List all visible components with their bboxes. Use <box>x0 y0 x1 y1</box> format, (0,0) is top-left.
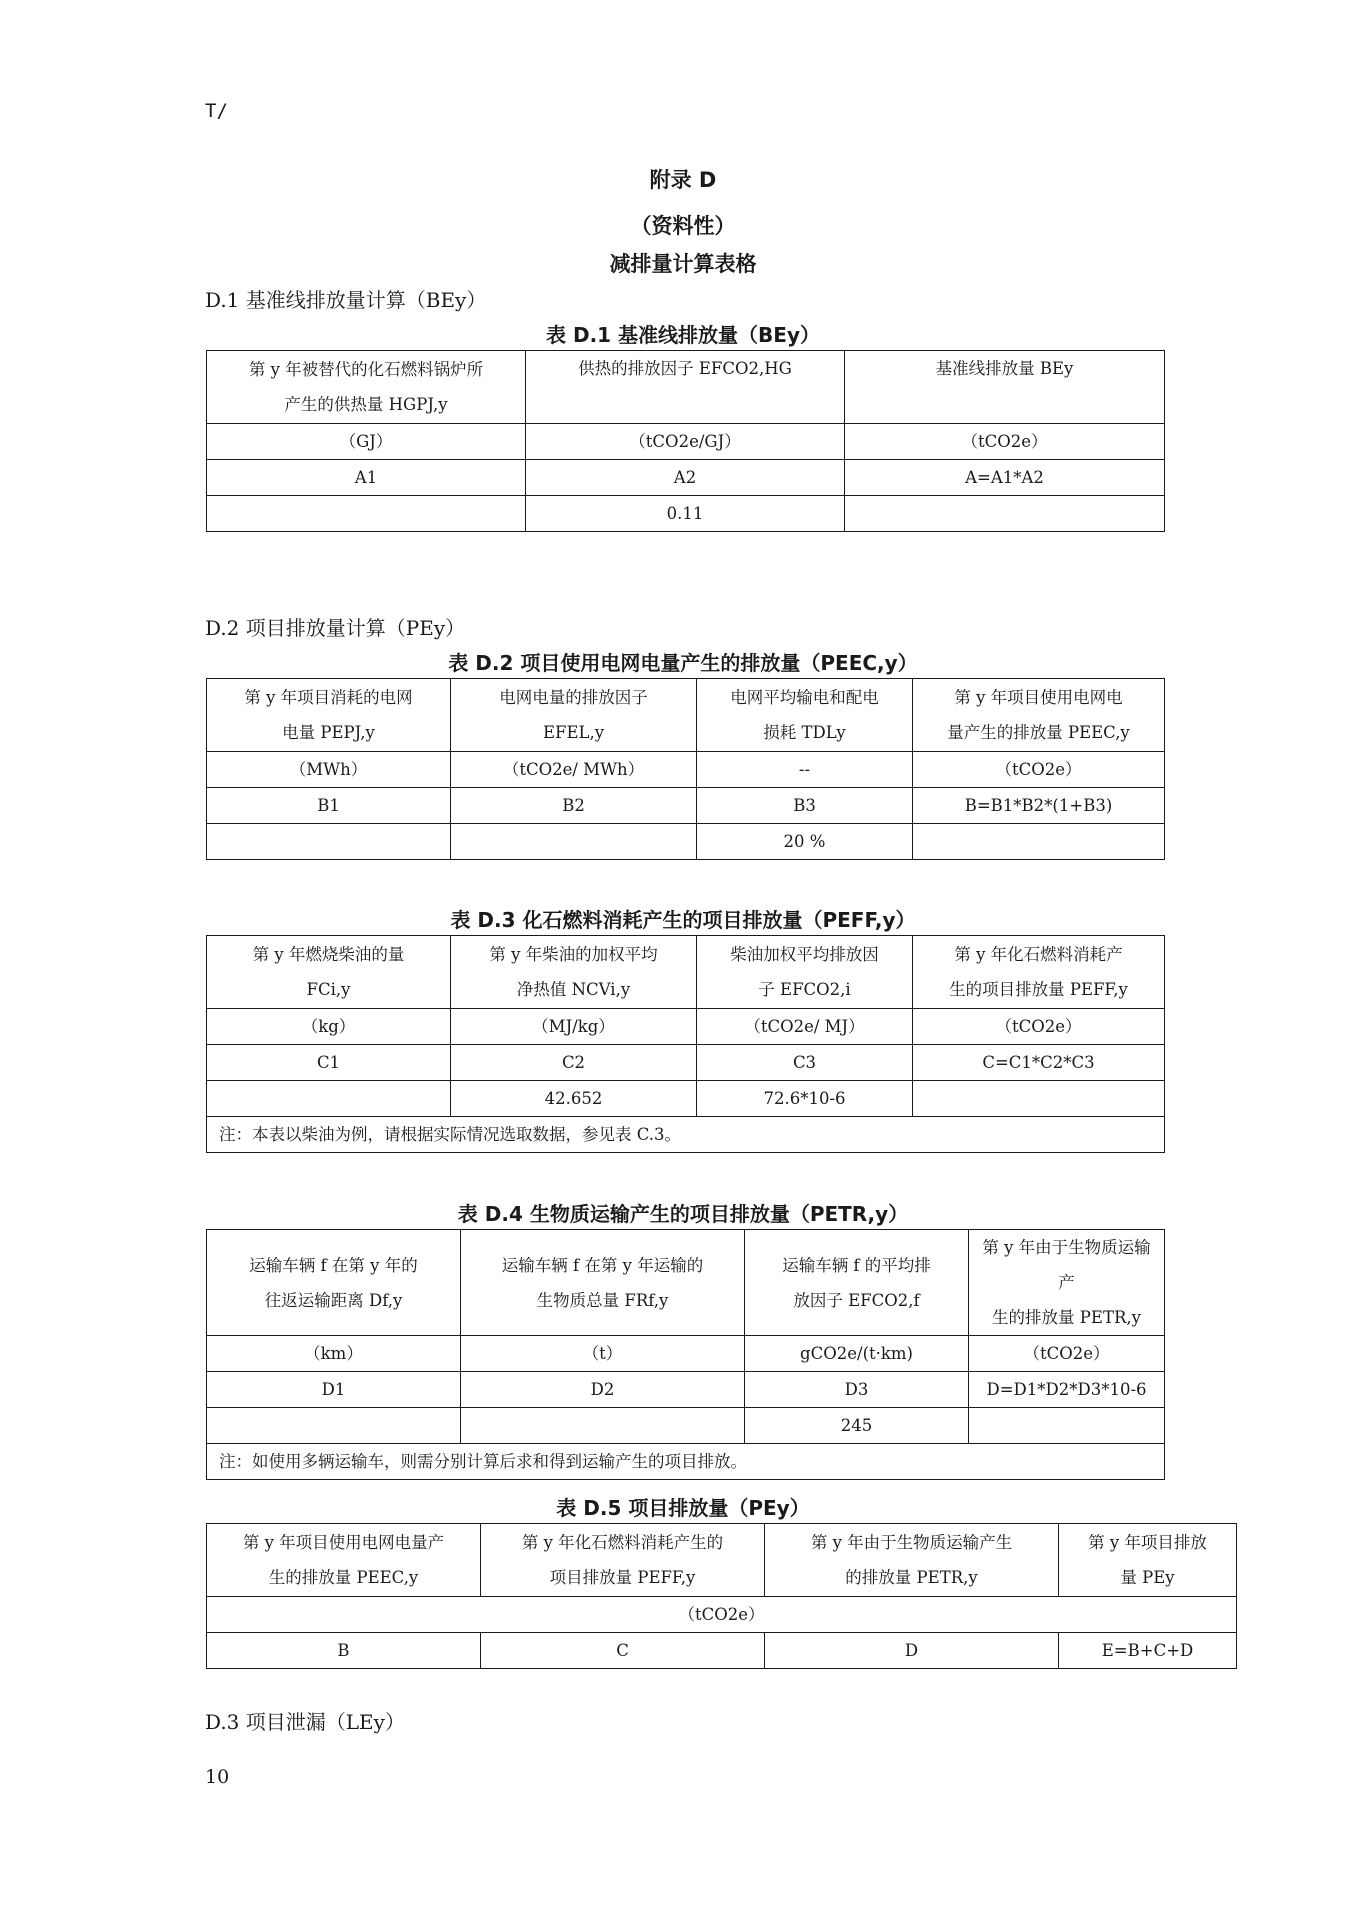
page-number: 10 <box>205 1766 230 1788</box>
table-row <box>207 1117 1165 1153</box>
table-row <box>207 496 1165 532</box>
table-cell <box>207 824 451 860</box>
table-cell <box>451 824 697 860</box>
table-d3-header-cell: 柴油加权平均排放因 子 EFCO2,i <box>697 936 913 1009</box>
table-d3-note: 注：本表以柴油为例，请根据实际情况选取数据，参见表 C.3。 <box>207 1117 1165 1153</box>
table-cell <box>845 496 1165 532</box>
table-cell <box>969 1408 1165 1444</box>
table-row <box>207 424 1165 460</box>
table-cell: 245 <box>745 1408 969 1444</box>
table-cell <box>913 1081 1165 1117</box>
table-cell <box>461 1408 745 1444</box>
table-cell: （tCO2e） <box>845 424 1165 460</box>
table-cell: B <box>207 1633 481 1669</box>
table-cell: （MWh） <box>207 752 451 788</box>
section-d3-heading: D.3 项目泄漏（LEy） <box>205 1710 405 1734</box>
table-cell: （tCO2e/ MWh） <box>451 752 697 788</box>
appendix-name: 减排量计算表格 <box>609 252 757 276</box>
table-row <box>207 1372 1165 1408</box>
table-row <box>207 788 1165 824</box>
table-d2-header-cell: 电网电量的排放因子 EFEL,y <box>451 679 697 752</box>
table-cell: 72.6*10-6 <box>697 1081 913 1117</box>
table-d2-header-cell: 第 y 年项目使用电网电 量产生的排放量 PEEC,y <box>913 679 1165 752</box>
table-cell: D2 <box>461 1372 745 1408</box>
table-cell: A2 <box>526 460 845 496</box>
table-d2-header-cell: 第 y 年项目消耗的电网 电量 PEPJ,y <box>207 679 451 752</box>
table-cell: E=B+C+D <box>1059 1633 1237 1669</box>
table-cell <box>207 1408 461 1444</box>
table-cell: A1 <box>207 460 526 496</box>
table-d4-header-cell: 运输车辆 f 在第 y 年的 往返运输距离 Df,y <box>207 1230 461 1336</box>
table-cell: D3 <box>745 1372 969 1408</box>
table-d5-header-cell: 第 y 年项目使用电网电量产 生的排放量 PEEC,y <box>207 1524 481 1597</box>
table-row <box>207 752 1165 788</box>
table-row <box>207 1045 1165 1081</box>
table-cell: （tCO2e/GJ） <box>526 424 845 460</box>
table-cell: B=B1*B2*(1+B3) <box>913 788 1165 824</box>
table-row <box>207 1444 1165 1480</box>
table-d3 <box>206 935 1165 1153</box>
table-cell: A=A1*A2 <box>845 460 1165 496</box>
table-cell: （MJ/kg） <box>451 1009 697 1045</box>
table-row <box>207 1408 1165 1444</box>
section-d2-heading: D.2 项目排放量计算（PEy） <box>205 616 466 640</box>
table-d5-header-cell: 第 y 年项目排放 量 PEy <box>1059 1524 1237 1597</box>
appendix-title: 附录 D <box>649 168 717 192</box>
table-d4-header-cell: 运输车辆 f 在第 y 年运输的 生物质总量 FRf,y <box>461 1230 745 1336</box>
table-cell: C3 <box>697 1045 913 1081</box>
table-d4-caption: 表 D.4 生物质运输产生的项目排放量（PETR,y） <box>457 1202 909 1226</box>
table-d5-caption: 表 D.5 项目排放量（PEy） <box>556 1496 810 1520</box>
table-row <box>207 1336 1165 1372</box>
table-cell: （t） <box>461 1336 745 1372</box>
table-cell: B3 <box>697 788 913 824</box>
table-cell: （tCO2e） <box>969 1336 1165 1372</box>
table-d5-header-cell: 第 y 年由于生物质运输产生 的排放量 PETR,y <box>765 1524 1059 1597</box>
table-d3-header-cell: 第 y 年化石燃料消耗产 生的项目排放量 PEFF,y <box>913 936 1165 1009</box>
table-d1-header-cell: 第 y 年被替代的化石燃料锅炉所 产生的供热量 HGPJ,y <box>207 351 526 424</box>
table-row <box>207 1009 1165 1045</box>
table-d4 <box>206 1229 1165 1480</box>
table-cell: D <box>765 1633 1059 1669</box>
table-d1 <box>206 350 1165 532</box>
table-cell: -- <box>697 752 913 788</box>
table-cell: C2 <box>451 1045 697 1081</box>
table-row <box>207 460 1165 496</box>
table-cell: D1 <box>207 1372 461 1408</box>
table-d3-header-cell: 第 y 年柴油的加权平均 净热值 NCVi,y <box>451 936 697 1009</box>
table-cell: D=D1*D2*D3*10-6 <box>969 1372 1165 1408</box>
table-d4-header-cell: 第 y 年由于生物质运输产 生的排放量 PETR,y <box>969 1230 1165 1336</box>
document-header: T/ <box>205 100 228 122</box>
table-d2-caption: 表 D.2 项目使用电网电量产生的排放量（PEEC,y） <box>448 651 918 675</box>
section-d1-heading: D.1 基准线排放量计算（BEy） <box>205 288 487 312</box>
table-cell: C <box>481 1633 765 1669</box>
table-cell: gCO2e/(t·km) <box>745 1336 969 1372</box>
table-cell: B2 <box>451 788 697 824</box>
appendix-subtitle: （资料性） <box>630 214 736 238</box>
table-cell <box>913 824 1165 860</box>
table-row <box>207 824 1165 860</box>
table-d3-header-cell: 第 y 年燃烧柴油的量 FCi,y <box>207 936 451 1009</box>
table-cell: C=C1*C2*C3 <box>913 1045 1165 1081</box>
table-cell: （kg） <box>207 1009 451 1045</box>
table-cell: 0.11 <box>526 496 845 532</box>
table-d5-unit: （tCO2e） <box>207 1597 1237 1633</box>
table-d3-caption: 表 D.3 化石燃料消耗产生的项目排放量（PEFF,y） <box>450 908 916 932</box>
table-cell: 20 % <box>697 824 913 860</box>
table-d5 <box>206 1523 1237 1669</box>
table-cell: C1 <box>207 1045 451 1081</box>
table-cell: （tCO2e） <box>913 1009 1165 1045</box>
table-cell: （tCO2e） <box>913 752 1165 788</box>
table-d4-note: 注：如使用多辆运输车，则需分别计算后求和得到运输产生的项目排放。 <box>207 1444 1165 1480</box>
table-d2 <box>206 678 1165 860</box>
table-cell: B1 <box>207 788 451 824</box>
table-d5-header-cell: 第 y 年化石燃料消耗产生的 项目排放量 PEFF,y <box>481 1524 765 1597</box>
table-cell <box>207 496 526 532</box>
table-d4-header-cell: 运输车辆 f 的平均排 放因子 EFCO2,f <box>745 1230 969 1336</box>
table-row <box>207 1633 1237 1669</box>
table-row <box>207 1081 1165 1117</box>
table-d1-caption: 表 D.1 基准线排放量（BEy） <box>546 323 820 347</box>
table-cell: （tCO2e/ MJ） <box>697 1009 913 1045</box>
table-d1-header-cell: 基准线排放量 BEy <box>845 351 1165 424</box>
table-d2-header-cell: 电网平均输电和配电 损耗 TDLy <box>697 679 913 752</box>
table-d1-header-cell: 供热的排放因子 EFCO2,HG <box>526 351 845 424</box>
table-cell: （GJ） <box>207 424 526 460</box>
table-row <box>207 1597 1237 1633</box>
table-cell: 42.652 <box>451 1081 697 1117</box>
table-cell <box>207 1081 451 1117</box>
table-cell: （km） <box>207 1336 461 1372</box>
